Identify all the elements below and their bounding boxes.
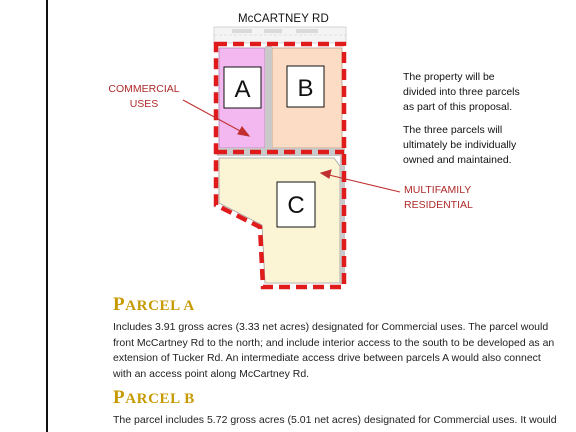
note-line: The property will be <box>403 71 495 83</box>
parcel-b-heading <box>113 387 195 409</box>
parcel-a-label: A <box>234 76 251 103</box>
road-label: McCARTNEY RD <box>238 13 329 25</box>
paragraph-line: extension of Tucker Rd. An intermediate access drive between parcels A would also connect <box>113 352 541 364</box>
callout-line: COMMERCIAL <box>108 83 180 95</box>
heading-rest: ARCEL A <box>125 298 195 314</box>
parcel-c-label: C <box>287 192 305 219</box>
side-note-ownership <box>403 123 553 168</box>
paragraph-line: with an access point along McCartney Rd. <box>113 367 310 380</box>
note-line: The three parcels will <box>403 124 503 136</box>
paragraph-line: The parcel includes 5.72 gross acres (5.01 net acres) designated for Commercial uses. It would <box>113 414 557 426</box>
note-line: as part of this proposal. <box>403 101 513 113</box>
parcel-b-description <box>113 413 576 429</box>
multifamily-residential-callout <box>404 183 473 213</box>
paragraph-line: front McCartney Rd to the north; and include interior access to the south to be developed as an <box>113 336 555 349</box>
parcel-b-label: B <box>297 75 314 102</box>
callout-line: MULTIFAMILY <box>404 184 472 196</box>
note-line: owned and maintained. <box>403 154 512 166</box>
heading-initial: P <box>113 294 126 315</box>
parcel-a-description <box>113 320 576 382</box>
parcel-a-heading <box>113 294 195 316</box>
heading-rest: ARCEL B <box>125 391 195 407</box>
callout-line: RESIDENTIAL <box>404 199 473 211</box>
note-line: divided into three parcels <box>403 86 520 98</box>
callout-line: USES <box>129 98 159 110</box>
side-note-division <box>403 70 553 115</box>
note-line: ultimately be individually <box>403 139 517 151</box>
heading-initial: P <box>113 387 126 408</box>
paragraph-line: Includes 3.91 gross acres (3.33 net acres) designated for Commercial uses. The parcel would <box>113 321 549 333</box>
road-strip <box>214 27 346 43</box>
commercial-uses-callout <box>108 82 180 112</box>
access-drive-vertical <box>265 46 272 150</box>
